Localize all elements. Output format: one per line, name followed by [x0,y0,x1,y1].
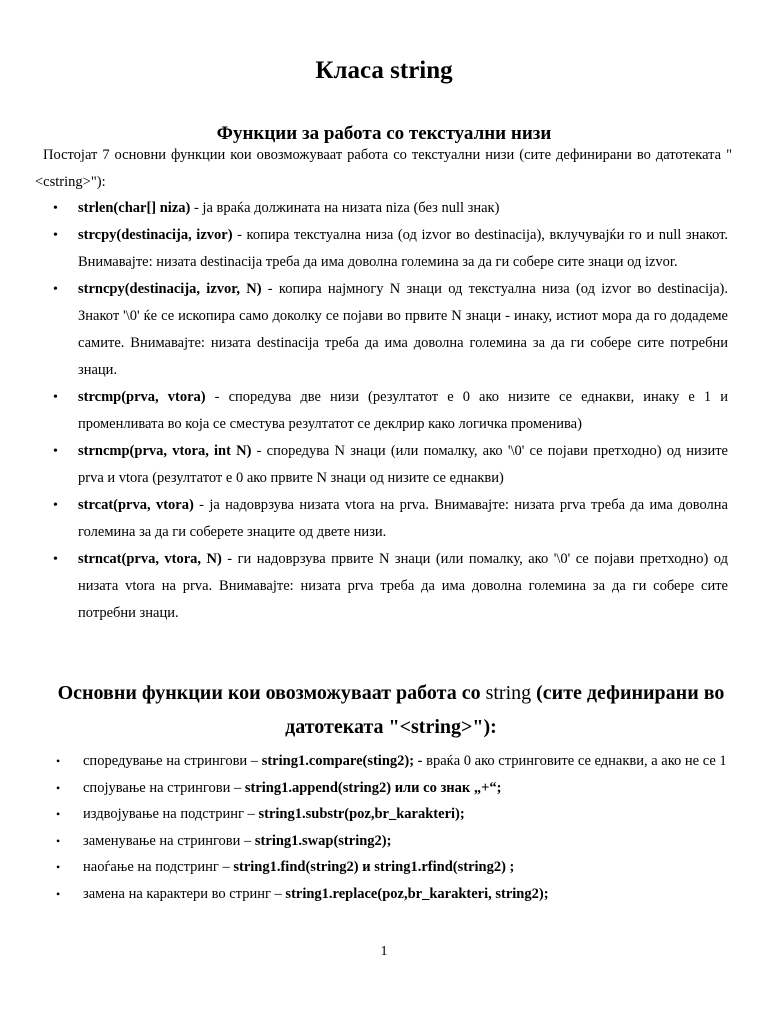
function-signature: strncmp(prva, vtora, int N) [78,443,252,459]
page-number: 1 [380,944,388,959]
document-title: Класа string [315,57,453,84]
function-description: - ги надоврзува првите N знаци (или помалку, ако '\0' се појави претходно) од низата vtora на prva. Внимавајте: низата prva треба да има доволна големина за да ги собере сите потребни знаци. [78,551,728,621]
bullet-icon: • [56,807,61,821]
function-signature: strncat(prva, vtora, N) [78,551,222,567]
list-item [0,881,733,908]
intro-paragraph: Постојат 7 основни функции кои овозможуваат работа со текстуални низи (сите дефинирани во датотеката "<cstring>"): [35,147,732,190]
function-description: - ја надоврзува низата vtora на prva. Внимавајте: низата prva треба да има доволна големина за да ги соберете знаците од двете низи. [78,497,728,540]
section-heading-cstring: Функции за работа со текстуални низи [216,123,552,144]
cstring-function-list [0,195,768,627]
list-item [0,748,733,775]
section-heading-part: Основни функции кои овозможуваат работа со [57,682,486,704]
function-description: - ја враќа должината на низата niza (без null знак) [190,200,500,216]
function-description: - копира текстуална низа (од izvor во destinacija), вклучувајќи го и null знакот. Внимавајте: низата destinacija треба да има доволна големина за да ги собере сите знаци од izvor. [78,227,728,270]
section-heading-string [35,676,747,744]
list-item [0,276,728,384]
bullet-icon: • [53,390,58,405]
string-operation-list [0,748,768,907]
list-item [0,195,728,222]
function-description: - споредува две низи (резултатот е 0 ако низите се еднакви, инаку е 1 и променливата во која се сместува резултатот се деклрир како логичка променива) [78,389,728,432]
list-item [0,492,728,546]
operation-label: замена на карактери во стринг – [83,885,286,902]
operation-label: наоѓање на подстринг – [83,859,234,875]
function-description: - споредува N знаци (или помалку, ако '\0' се појави претходно) од низите prva и vtora (резултатот е 0 ако првите N знаци од низите се еднакви) [78,443,728,486]
bullet-icon: • [56,886,61,901]
operation-label: спојување на стрингови – [83,779,245,796]
list-item [0,775,733,802]
bullet-icon: • [53,444,58,459]
function-signature: strlen(char[] niza) [78,200,191,216]
operation-label: заменување на стрингови – [83,832,255,849]
function-signature: strcpy(destinacija, izvor) [78,227,233,243]
function-signature: strncpy(destinacija, izvor, N) [78,281,262,297]
operation-note: враќа 0 ако стринговите се еднакви, а ако не се 1 [422,753,727,769]
list-item [0,546,728,627]
operation-label: издвојување на подстринг – [83,806,259,822]
operation-code: string1.find(string2) и string1.rfind(string2) ; [233,859,515,875]
list-item [0,801,733,828]
bullet-icon: • [56,833,61,848]
bullet-icon: • [56,780,61,795]
list-item [0,438,728,492]
operation-code: string1.swap(string2); [254,832,392,849]
operation-label: споредување на стрингови – [83,753,262,769]
bullet-icon: • [53,228,58,243]
list-item [0,384,728,438]
list-item [0,222,728,276]
operation-code: string1.append(string2) или со знак „+“; [244,779,502,796]
function-signature: strcmp(prva, vtora) [78,389,206,405]
bullet-icon: • [53,201,58,216]
bullet-icon: • [53,552,58,567]
bullet-icon: • [56,754,61,768]
bullet-icon: • [53,282,58,297]
function-description: - копира најмногу N знаци од текстуална низа (од izvor во destinacija). Знакот '\0' ќе се ископира само доколку се појави во првите N знаци - инаку, истиот мора да го додадеме самите. Внимавајте: низата destinacija треба да има доволна големина за да ги собере сите потребни знаци. [78,281,728,378]
section-heading-part: (сите дефинирани во датотеката "<string>"): [285,682,725,738]
operation-code: string1.compare(sting2); - [261,753,423,769]
bullet-icon: • [56,860,61,874]
bullet-icon: • [53,498,58,513]
list-item [0,828,733,855]
section-heading-keyword: string [485,682,532,704]
list-item [0,854,733,881]
operation-code: string1.replace(poz,br_karakteri, string2); [285,885,549,902]
function-signature: strcat(prva, vtora) [78,497,194,513]
operation-code: string1.substr(poz,br_karakteri); [258,806,465,822]
